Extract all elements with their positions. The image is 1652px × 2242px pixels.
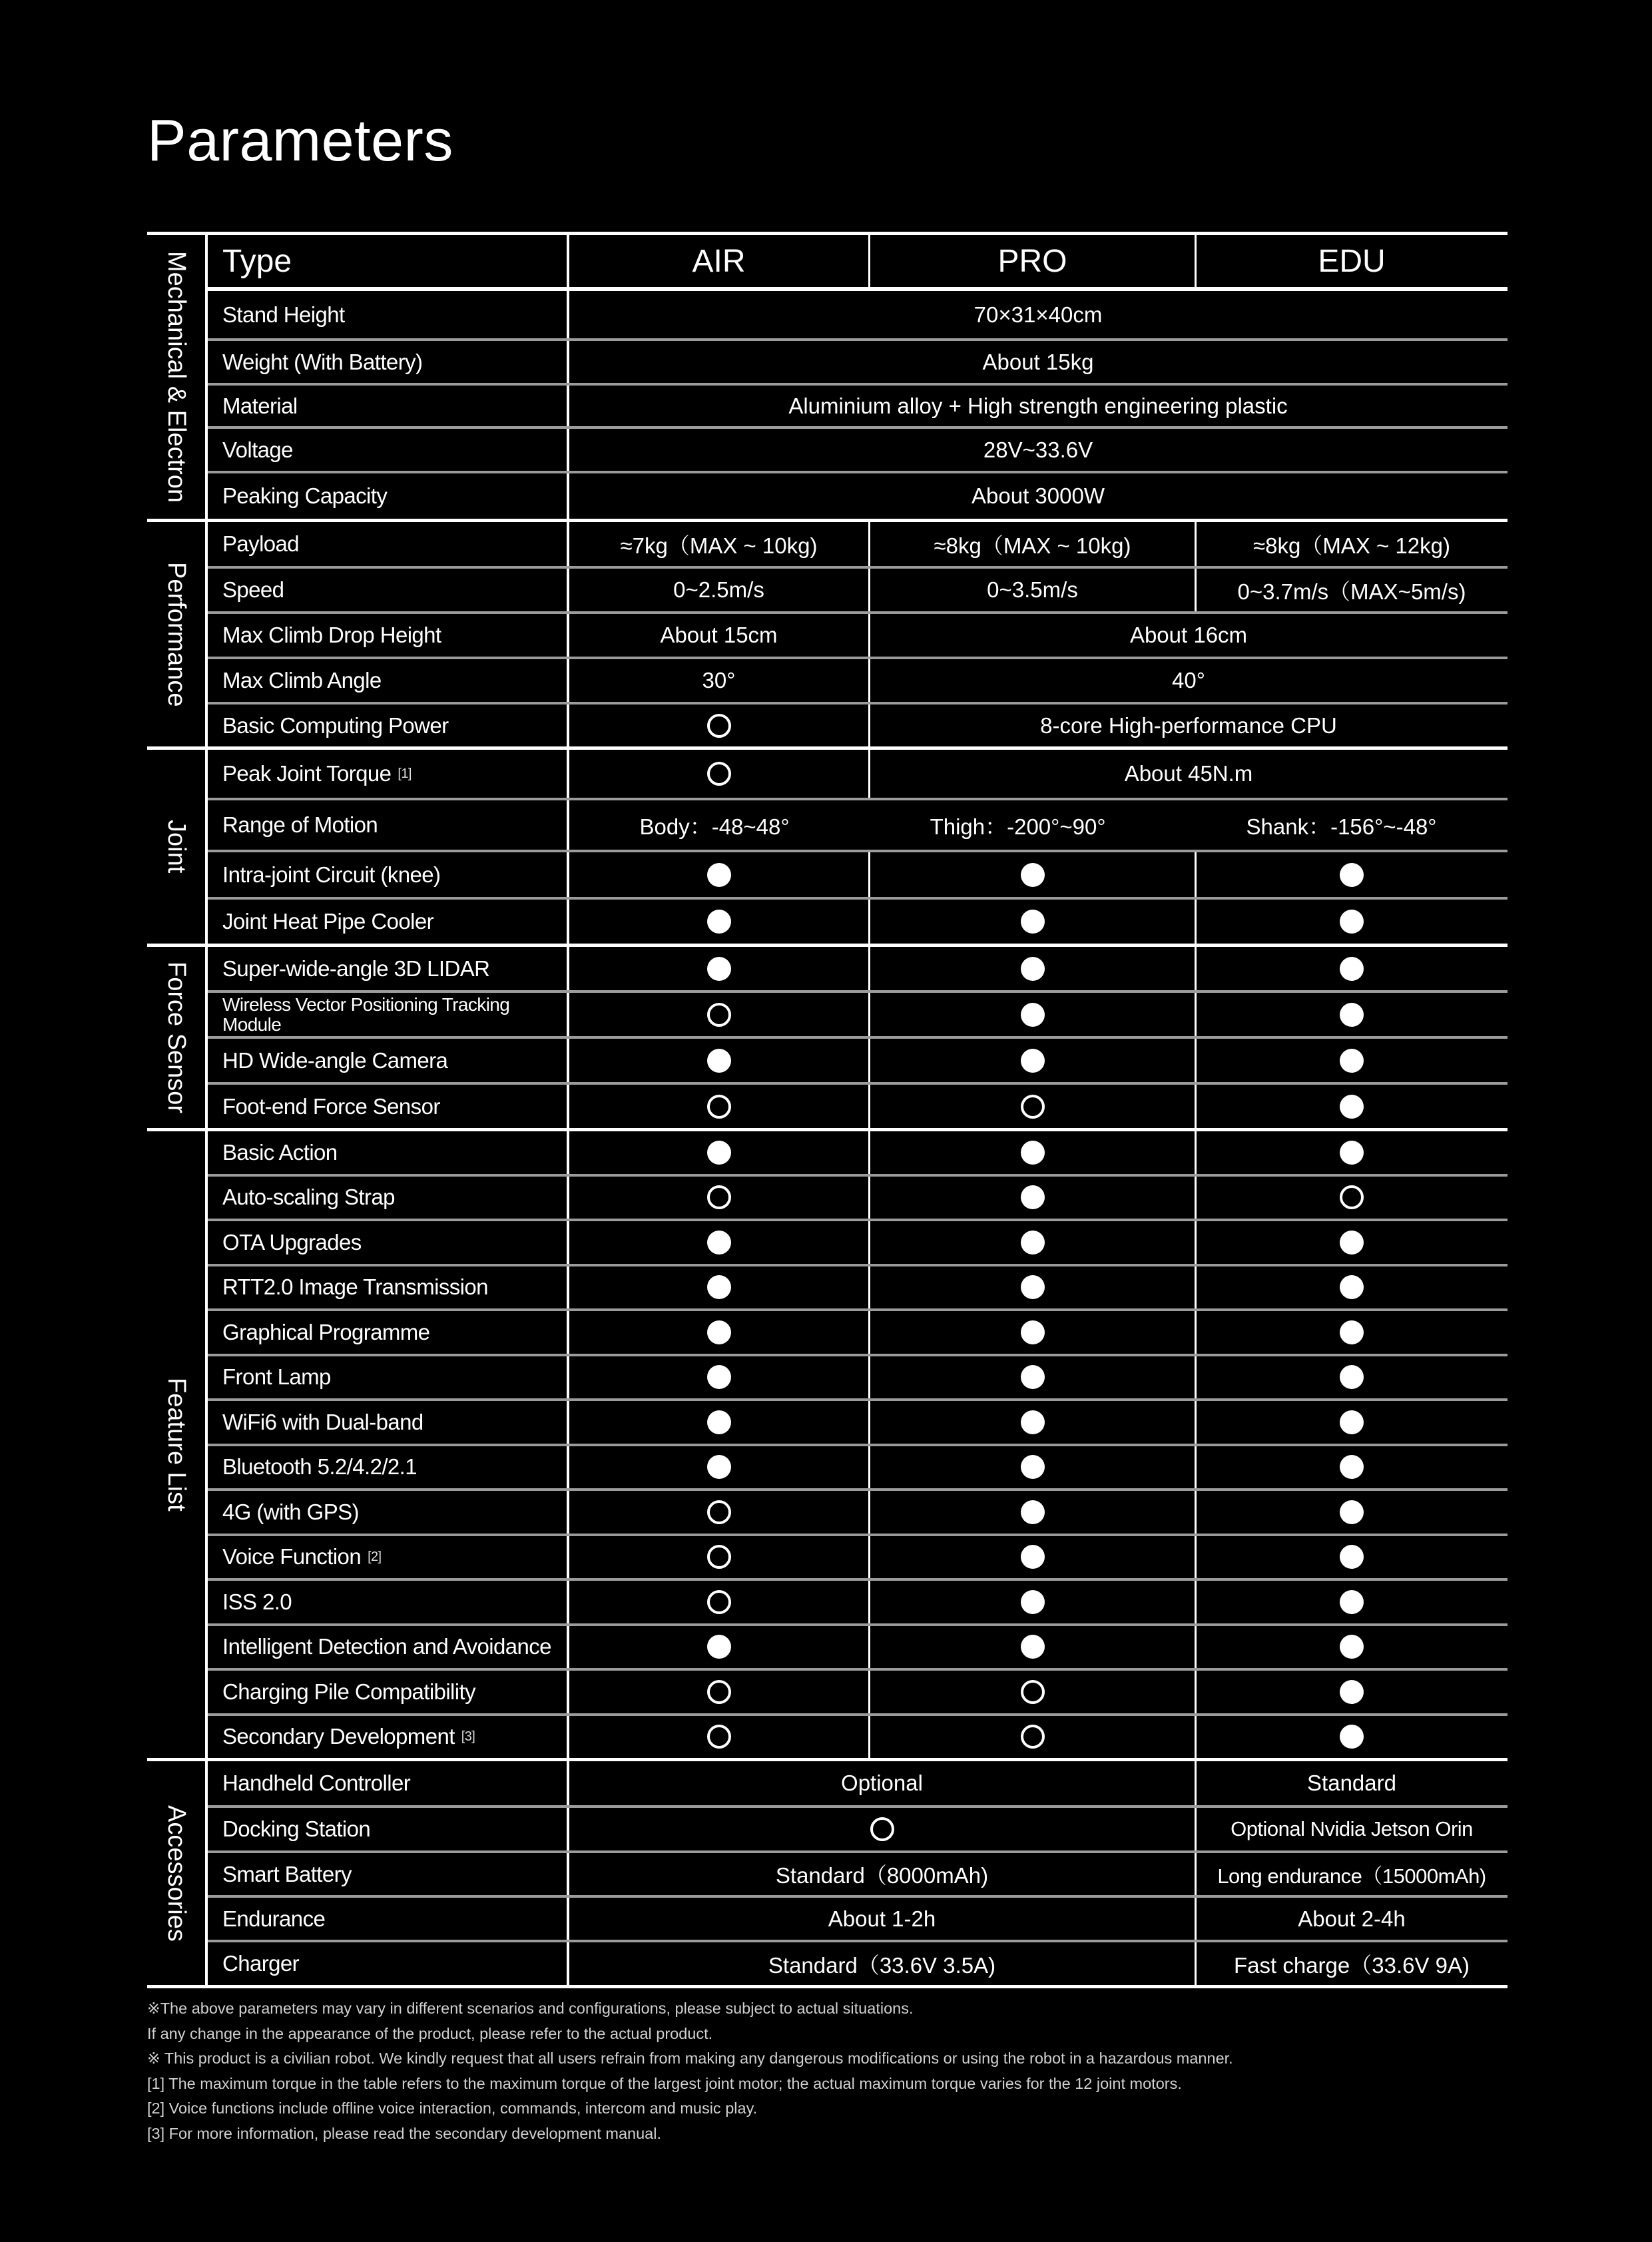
section-mechanical [147,232,1508,519]
param-label-text: Voice Function [222,1544,362,1569]
value-air: 0~2.5m/s [569,569,870,611]
value-air: ≈7kg（MAX ~ 10kg) [569,522,870,566]
value-pro [870,1177,1197,1219]
table-row [208,1488,1508,1534]
value-edu [1197,1671,1507,1713]
value-pro [870,1131,1197,1174]
param-label: Handheld Controller [208,1761,569,1805]
page-title: Parameters [147,107,453,173]
table-row [208,1082,1508,1128]
param-label: Peaking Capacity [208,473,569,519]
value-pro [870,1536,1197,1579]
section-label [147,522,208,746]
footnote-ref: [2] [368,1549,382,1564]
param-label-text: OTA Upgrades [222,1229,362,1255]
filled-circle-icon [1021,1635,1045,1659]
filled-circle-icon [1340,1231,1364,1255]
value-edu: Standard [1307,1771,1396,1795]
value-pro: 0~3.5m/s [870,569,1197,611]
value-edu [1197,1536,1507,1579]
param-label [208,1671,569,1713]
hollow-circle-icon [707,1185,731,1209]
table-row [208,1174,1508,1219]
table-row [208,1534,1508,1579]
force-sensor-rows [208,947,1508,1128]
value-edu [1197,1581,1507,1623]
table-row [208,1668,1508,1713]
section-label-text: Force Sensor [162,961,190,1114]
value-air [569,1085,870,1128]
param-label [208,1716,569,1759]
section-accessories [147,1758,1508,1988]
value-air [569,1221,870,1264]
value-air-pro: Optional [569,1761,1197,1805]
filled-circle-icon [707,957,731,981]
footnote: If any change in the appearance of the product, please refer to the actual product. [147,2024,713,2042]
param-label-text: Bluetooth 5.2/4.2/2.1 [222,1454,417,1480]
param-label-text: Super-wide-angle 3D LIDAR [222,956,490,981]
value-edu [1197,1039,1507,1082]
param-label: Intra-joint Circuit (knee) [208,852,569,897]
param-label: Stand Height [208,291,569,338]
filled-circle-icon [1021,1185,1045,1209]
param-value: 70×31×40cm [973,302,1103,327]
param-label [208,993,569,1036]
table-row [208,897,1508,944]
value-edu: Optional Nvidia Jetson Orin [1231,1817,1473,1840]
param-label-text: Front Lamp [222,1364,331,1390]
value-pro: ≈8kg（MAX ~ 10kg) [870,522,1197,566]
hollow-circle-icon [1021,1680,1045,1704]
table-row [208,1264,1508,1309]
value-air [569,1581,870,1623]
value-air-pro: About 1-2h [569,1898,1197,1940]
hollow-circle-icon [707,1003,731,1027]
param-label: Basic Computing Power [208,704,569,746]
value-air-pro [569,1808,1197,1850]
value-edu [1197,1491,1507,1534]
param-label-text: Basic Action [222,1139,338,1165]
param-label-text: Wireless Vector Positioning Tracking Module [222,993,510,1035]
filled-circle-icon [1021,957,1045,981]
param-label-text: Graphical Programme [222,1319,430,1344]
table-row [208,990,1508,1036]
param-label: Max Climb Drop Height [208,614,569,657]
param-label [208,750,569,798]
filled-circle-icon [1340,863,1364,887]
param-label: Max Climb Angle [208,659,569,702]
table-row [208,1398,1508,1444]
param-label-text: Foot-end Force Sensor [222,1093,440,1119]
filled-circle-icon [707,1455,731,1479]
value-air-pro: Standard（33.6V 3.5A) [569,1942,1197,1985]
filled-circle-icon [1021,1410,1045,1434]
filled-circle-icon [1021,1545,1045,1569]
table-row [208,1036,1508,1082]
value-edu [1197,1131,1507,1174]
filled-circle-icon [1021,1231,1045,1255]
value-edu [1197,1221,1507,1264]
value-pro [870,1039,1197,1082]
param-label: Docking Station [208,1808,569,1850]
section-performance [147,519,1508,746]
value-pro [870,1446,1197,1489]
value-air [569,1716,870,1759]
filled-circle-icon [1340,1141,1364,1165]
value-edu: 0~3.7m/s（MAX~5m/s) [1237,579,1466,604]
value-pro [870,1581,1197,1623]
table-row [208,426,1508,471]
section-label-text: Mechanical & Electron [162,250,190,503]
param-label-text: Peak Joint Torque [222,761,392,786]
value-pro-edu: 40° [1172,668,1205,693]
param-label-text: 4G (with GPS) [222,1499,359,1524]
value-pro [870,1401,1197,1444]
filled-circle-icon [1340,1410,1364,1434]
section-label [147,750,208,944]
param-label [208,1311,569,1354]
filled-circle-icon [1340,1275,1364,1299]
hollow-circle-icon [1021,1725,1045,1749]
filled-circle-icon [1021,1320,1045,1344]
filled-circle-icon [1340,1320,1364,1344]
value-edu [1197,900,1507,944]
value-edu [1197,1626,1507,1669]
value-air [569,993,870,1036]
table-row [208,1713,1508,1759]
filled-circle-icon [707,863,731,887]
table-row [208,750,1508,798]
table-row [208,383,1508,426]
value-pro [870,1266,1197,1309]
table-row [208,1623,1508,1669]
value-air [569,852,870,897]
hollow-circle-icon [1340,1185,1364,1209]
filled-circle-icon [1340,1545,1364,1569]
table-row [208,471,1508,519]
section-label [147,235,208,519]
table-row [208,1219,1508,1264]
hollow-circle-icon [707,714,731,738]
param-label-text: ISS 2.0 [222,1589,292,1614]
footnotes [147,1996,1545,2146]
table-row [208,1940,1508,1985]
table-row [208,702,1508,746]
hollow-circle-icon [707,1500,731,1524]
section-joint [147,746,1508,944]
value-air [569,750,870,798]
param-value: Aluminium alloy + High strength engineering plastic [788,393,1288,418]
param-label-text: Charging Pile Compatibility [222,1679,475,1704]
param-label [208,1491,569,1534]
value-edu: ≈8kg（MAX ~ 12kg) [1253,533,1450,558]
footnote: [2] Voice functions include offline voice interaction, commands, intercom and music play. [147,2100,758,2117]
hollow-circle-icon [707,1590,731,1614]
filled-circle-icon [707,1275,731,1299]
table-row [208,1131,1508,1174]
section-force-sensor [147,944,1508,1128]
filled-circle-icon [1340,1590,1364,1614]
filled-circle-icon [1340,1455,1364,1479]
param-value: 28V~33.6V [983,437,1093,462]
filled-circle-icon [707,1635,731,1659]
value-air [569,1671,870,1713]
header-type: Type [208,235,569,287]
value-edu [1197,993,1507,1036]
value-pro [870,1491,1197,1534]
header-row [208,235,1508,287]
section-label [147,1131,208,1758]
table-row [208,1895,1508,1940]
value-pro [870,1221,1197,1264]
table-row [208,798,1508,850]
value-air [569,1446,870,1489]
value-air-pro: Standard（8000mAh) [569,1853,1197,1895]
param-label [208,1131,569,1174]
value-pro [870,993,1197,1036]
table-row [208,611,1508,657]
param-label-text: WiFi6 with Dual-band [222,1409,423,1434]
hollow-circle-icon [707,1545,731,1569]
param-label: Material [208,386,569,426]
value-edu [1197,1085,1507,1128]
header-model-pro: PRO [870,235,1197,287]
value-pro-edu: About 16cm [1129,623,1248,647]
table-row [208,1578,1508,1623]
filled-circle-icon [707,1410,731,1434]
hollow-circle-icon [1021,1095,1045,1119]
value-air [569,1039,870,1082]
value-pro [870,852,1197,897]
filled-circle-icon [1021,1500,1045,1524]
param-label-text: HD Wide-angle Camera [222,1047,448,1073]
footnote: [3] For more information, please read the secondary development manual. [147,2124,662,2142]
filled-circle-icon [1340,1725,1364,1749]
value-air [569,900,870,944]
parameters-table [147,232,1508,1988]
filled-circle-icon [707,1365,731,1389]
section-label-text: Joint [162,820,190,874]
table-row [208,522,1508,566]
param-label: Smart Battery [208,1853,569,1895]
param-label [208,1401,569,1444]
param-label: Payload [208,522,569,566]
table-row [208,947,1508,990]
table-row [208,566,1508,611]
value-air: About 15cm [569,614,870,657]
param-label: Weight (With Battery) [208,341,569,383]
footnote: ※The above parameters may vary in different scenarios and configurations, please subject to actual situations. [147,2000,914,2017]
value-pro-edu: About 45N.m [1124,761,1253,786]
header-model-air: AIR [569,235,870,287]
section-feature-list [147,1128,1508,1758]
param-label [208,1581,569,1623]
value-pro [870,1311,1197,1354]
filled-circle-icon [707,1231,731,1255]
feature-list-rows [208,1131,1508,1758]
filled-circle-icon [1021,1003,1045,1027]
section-label-text: Accessories [162,1805,190,1942]
filled-circle-icon [1340,910,1364,934]
section-label [147,947,208,1128]
value-pro [870,1671,1197,1713]
value-edu: Long endurance（15000mAh) [1217,1864,1486,1888]
hollow-circle-icon [870,1817,894,1841]
hollow-circle-icon [707,1095,731,1119]
param-label: Joint Heat Pipe Cooler [208,900,569,944]
value-edu: Fast charge（33.6V 9A) [1233,1952,1470,1978]
value-air [569,704,870,746]
param-value: About 3000W [971,483,1105,508]
section-label-text: Performance [162,561,190,707]
param-label: Range of Motion [208,800,569,850]
param-label-text: Secondary Development [222,1724,455,1749]
hollow-circle-icon [707,1680,731,1704]
range-of-motion-values [569,800,1507,850]
table-row [208,1354,1508,1399]
value-edu [1197,1356,1507,1399]
filled-circle-icon [1021,1455,1045,1479]
value-pro [870,1626,1197,1669]
value-pro-edu: 8-core High-performance CPU [1040,712,1337,738]
filled-circle-icon [1021,1141,1045,1165]
value-edu: About 2-4h [1298,1906,1406,1931]
param-value: About 15kg [982,349,1094,374]
filled-circle-icon [707,1049,731,1073]
value-edu [1197,1177,1507,1219]
table-row [208,1444,1508,1489]
param-label [208,1626,569,1669]
value-air: 30° [569,659,870,702]
filled-circle-icon [1021,910,1045,934]
filled-circle-icon [1340,1003,1364,1027]
rom-thigh: Thigh：-200°~90° [930,814,1106,839]
value-edu [1197,947,1507,990]
footnote-ref: [1] [398,766,412,781]
param-label [208,1266,569,1309]
value-air [569,947,870,990]
value-air [569,1356,870,1399]
value-edu [1197,1446,1507,1489]
footnote: [1] The maximum torque in the table refers to the maximum torque of the largest joint motor; the actual maximum torque varies for the 12 joint motors. [147,2074,1182,2092]
filled-circle-icon [1340,957,1364,981]
value-air [569,1626,870,1669]
param-label [208,1356,569,1399]
filled-circle-icon [707,1320,731,1344]
table-row [208,1761,1508,1805]
filled-circle-icon [707,910,731,934]
table-row [208,1308,1508,1354]
value-air [569,1401,870,1444]
hollow-circle-icon [707,1725,731,1749]
filled-circle-icon [1021,1590,1045,1614]
table-row [208,850,1508,897]
param-label [208,1221,569,1264]
value-pro [870,1716,1197,1759]
filled-circle-icon [1340,1635,1364,1659]
value-air [569,1311,870,1354]
rom-body: Body：-48~48° [639,814,790,839]
table-row [208,1805,1508,1850]
header-model-edu: EDU [1318,243,1386,279]
value-air [569,1177,870,1219]
filled-circle-icon [707,1141,731,1165]
filled-circle-icon [1340,1049,1364,1073]
value-pro [870,947,1197,990]
value-air [569,1131,870,1174]
param-label [208,1177,569,1219]
param-label: Voltage [208,429,569,471]
filled-circle-icon [1340,1365,1364,1389]
value-air [569,1266,870,1309]
filled-circle-icon [1340,1680,1364,1704]
value-pro [870,900,1197,944]
param-label-text: Auto-scaling Strap [222,1185,395,1210]
value-air [569,1491,870,1534]
hollow-circle-icon [707,762,731,786]
param-label: Charger [208,1942,569,1985]
param-label [208,947,569,990]
value-edu [1197,1401,1507,1444]
value-edu [1197,852,1507,897]
rom-shank: Shank：-156°~-48° [1246,814,1437,839]
table-row [208,338,1508,383]
section-label [147,1761,208,1985]
param-label [208,1446,569,1489]
param-label: Speed [208,569,569,611]
param-label-text: Intelligent Detection and Avoidance [222,1634,551,1659]
filled-circle-icon [1021,1049,1045,1073]
value-edu [1197,1266,1507,1309]
value-edu [1197,1311,1507,1354]
param-label [208,1039,569,1082]
value-pro [870,1356,1197,1399]
filled-circle-icon [1340,1500,1364,1524]
value-edu [1197,1716,1507,1759]
footnote-ref: [3] [461,1729,475,1744]
footnote: ※ This product is a civilian robot. We kindly request that all users refrain from making any dangerous modifications or using the robot in a hazardous manner. [147,2050,1233,2067]
filled-circle-icon [1021,863,1045,887]
filled-circle-icon [1340,1095,1364,1119]
filled-circle-icon [1021,1275,1045,1299]
table-row [208,287,1508,338]
param-label-text: RTT2.0 Image Transmission [222,1274,488,1300]
filled-circle-icon [1021,1365,1045,1389]
param-label [208,1085,569,1128]
table-row [208,657,1508,702]
section-label-text: Feature List [162,1378,190,1512]
value-pro [870,1085,1197,1128]
table-row [208,1850,1508,1895]
param-label [208,1536,569,1579]
value-air [569,1536,870,1579]
param-label: Endurance [208,1898,569,1940]
